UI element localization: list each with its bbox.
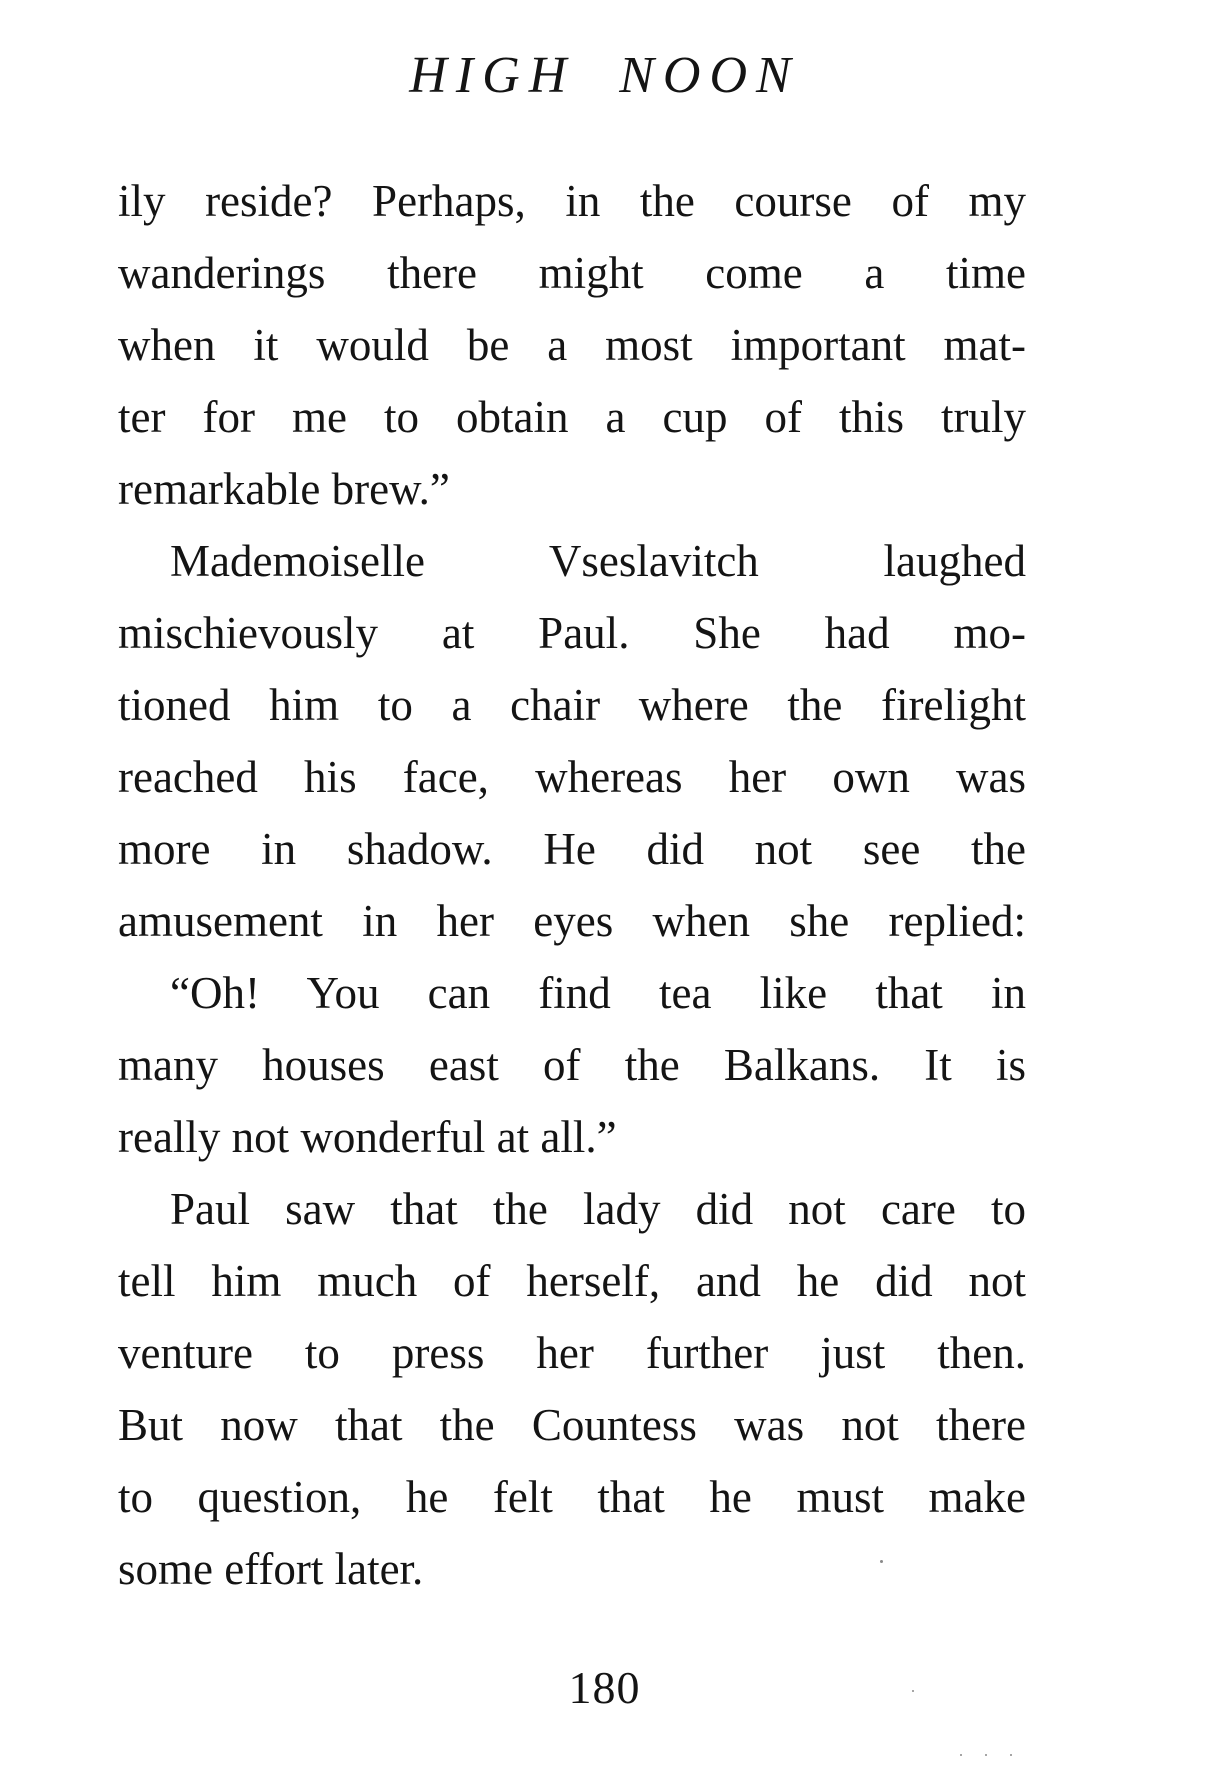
paragraph-1 [118,165,1026,525]
text-line: many houses east of the Balkans. It is [118,1040,1026,1090]
body-text [118,165,1026,1605]
text-line: Paul saw that the lady did not care to [170,1184,1026,1234]
text-line: But now that the Countess was not there [118,1400,1026,1450]
scan-speck [880,1560,883,1563]
text-line: to question, he felt that he must make [118,1472,1026,1522]
text-line: tioned him to a chair where the firelight [118,680,1026,730]
text-line: venture to press her further just then. [118,1328,1026,1378]
text-line: reached his face, whereas her own was [118,752,1026,802]
scan-speck [960,1754,962,1756]
text-line: ily reside? Perhaps, in the course of my [118,176,1026,226]
text-line: more in shadow. He did not see the [118,824,1026,874]
text-line: Mademoiselle Vseslavitch laughed [170,536,1026,586]
page-number: 180 [568,1662,641,1713]
text-line: when it would be a most important mat- [118,320,1026,370]
text-line: amusement in her eyes when she replied: [118,896,1026,946]
text-line: mischievously at Paul. She had mo- [118,608,1026,658]
text-line: really not wonderful at all.” [118,1112,617,1162]
paragraph-4 [118,1173,1026,1605]
paragraph-2 [118,525,1026,957]
scan-speck [1010,1754,1012,1756]
scan-speck [985,1754,987,1756]
text-line: some effort later. [118,1544,424,1594]
paragraph-3 [118,957,1026,1173]
text-line: wanderings there might come a time [118,248,1026,298]
text-line: tell him much of herself, and he did not [118,1256,1026,1306]
text-line: remarkable brew.” [118,464,450,514]
text-line: “Oh! You can find tea like that in [170,968,1026,1018]
scan-speck [912,1690,914,1692]
text-line: ter for me to obtain a cup of this truly [118,392,1026,442]
running-head: HIGH NOON [409,47,800,104]
